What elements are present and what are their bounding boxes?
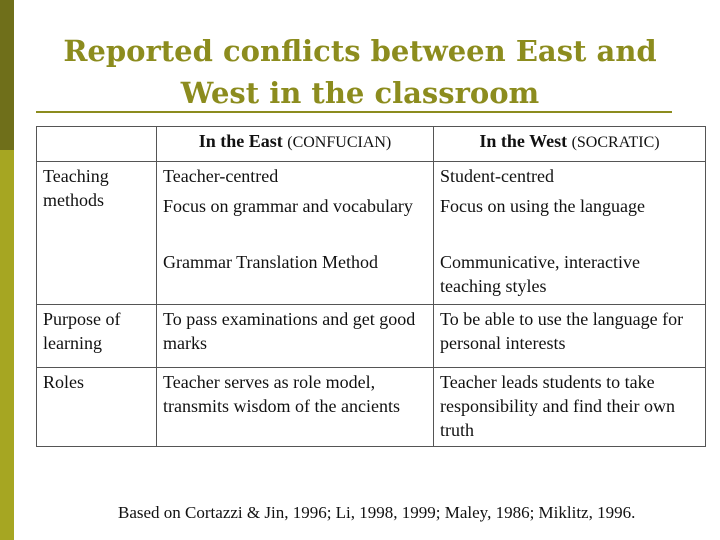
header-west-sub: (SOCRATIC) xyxy=(571,134,660,151)
purpose-east: To pass examinations and get good marks xyxy=(157,305,434,368)
roles-west: Teacher leads students to take responsibility and find their own truth xyxy=(434,368,706,447)
header-west-main: In the West xyxy=(479,131,568,151)
row-label-purpose: Purpose of learning xyxy=(37,305,157,368)
header-east-sub: (CONFUCIAN) xyxy=(287,134,392,151)
slide-title: Reported conflicts between East and West in the classroom xyxy=(63,34,657,110)
table-header-row xyxy=(37,127,706,162)
table-row xyxy=(37,162,706,193)
header-empty-cell xyxy=(37,127,157,162)
row-label-roles: Roles xyxy=(37,368,157,447)
header-east-main: In the East xyxy=(198,131,283,151)
title-rule xyxy=(36,111,672,113)
teaching-east-1: Teacher-centred xyxy=(157,162,434,193)
table-row xyxy=(37,368,706,447)
side-bar-light xyxy=(0,150,14,540)
citation: Based on Cortazzi & Jin, 1996; Li, 1998, 1999; Maley, 1986; Miklitz, 1996. xyxy=(118,503,636,522)
comparison-table xyxy=(36,126,706,447)
table-row xyxy=(37,305,706,368)
header-east xyxy=(157,127,434,162)
teaching-east-2: Focus on grammar and vocabulary xyxy=(157,192,434,248)
purpose-west: To be able to use the language for personal interests xyxy=(434,305,706,368)
teaching-west-1: Student-centred xyxy=(434,162,706,193)
teaching-west-3: Communicative, interactive teaching styles xyxy=(434,248,706,305)
teaching-west-2: Focus on using the language xyxy=(434,192,706,248)
header-west xyxy=(434,127,706,162)
side-bar-dark xyxy=(0,0,14,150)
row-label-teaching: Teaching methods xyxy=(37,162,157,305)
teaching-east-3: Grammar Translation Method xyxy=(157,248,434,305)
roles-east: Teacher serves as role model, transmits wisdom of the ancients xyxy=(157,368,434,447)
